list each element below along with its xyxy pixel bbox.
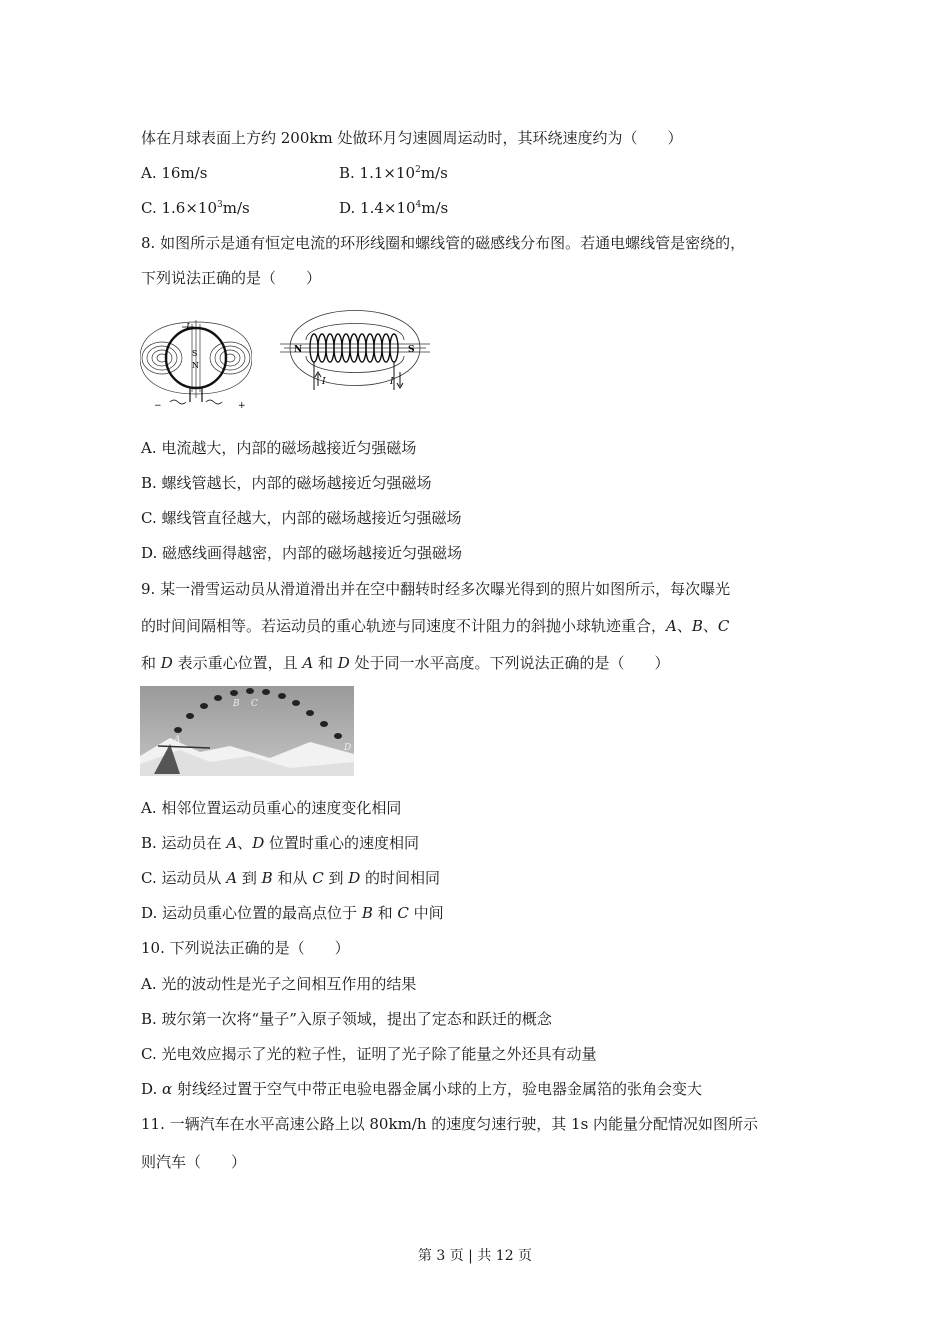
q9-option-b: B. 运动员在 A、D 位置时重心的速度相同 [141, 834, 419, 852]
q7-stem-tail: 体在月球表面上方约 200km 处做环月匀速圆周运动时，其环绕速度约为（ ） [141, 129, 683, 147]
q11-stem-line2: 则汽车（ ） [141, 1153, 247, 1171]
q7-option-d: D. $1.4\times 10^4m/s$ [339, 199, 449, 217]
q9-stem-line1: 9. 某一滑雪运动员从滑道滑出并在空中翻转时经多次曝光得到的照片如图所示，每次曝光 [141, 580, 731, 598]
solenoid-s-label: S [408, 345, 415, 355]
q7-option-c: C. $1.6\times 10^3m/s$ [141, 199, 250, 217]
q9-stem-line2: 的时间间隔相等。若运动员的重心轨迹与同速度不计阻力的斜抛小球轨迹重合，A、B、C [141, 617, 730, 635]
q7-option-b: B. $1.1\times 10^2m/s$ [339, 164, 448, 182]
photo-label-d: D [344, 743, 352, 753]
q8-option-d: D. 磁感线画得越密，内部的磁场越接近匀强磁场 [141, 544, 463, 562]
loop-s-label: S [192, 349, 198, 358]
photo-label-b: B [233, 699, 240, 709]
q9-stem-line3: 和 D 表示重心位置，且 A 和 D 处于同一水平高度。下列说法正确的是（ ） [141, 654, 670, 672]
loop-minus-label: − [154, 401, 162, 410]
solenoid-current-label-right: I [390, 377, 394, 387]
skier-multi-exposure-photo [140, 686, 354, 776]
loop-current-label: I [186, 323, 190, 333]
q9-option-a: A. 相邻位置运动员重心的速度变化相同 [141, 799, 402, 817]
photo-label-a: A [174, 735, 181, 745]
photo-label-c: C [251, 699, 258, 709]
solenoid-current-label-left: I [322, 377, 326, 387]
q9-option-d: D. 运动员重心位置的最高点位于 B 和 C 中间 [141, 904, 444, 922]
loop-n-label: N [192, 361, 199, 370]
q11-stem-line1: 11. 一辆汽车在水平高速公路上以 80km/h 的速度匀速行驶，其 1s 内能量分配情况如图所示 [141, 1115, 759, 1133]
solenoid-field-figure [270, 300, 440, 400]
loop-plus-label: + [238, 401, 246, 410]
q10-option-b: B. 玻尔第一次将“量子”入原子领域，提出了定态和跃迁的概念 [141, 1010, 552, 1028]
q10-option-d: D. α 射线经过置于空气中带正电验电器金属小球的上方，验电器金属箔的张角会变大 [141, 1080, 702, 1098]
page-footer: 第 3 页 | 共 12 页 [417, 1248, 533, 1264]
q10-stem: 10. 下列说法正确的是（ ） [141, 939, 350, 957]
q8-stem-line1: 8. 如图所示是通有恒定电流的环形线圈和螺线管的磁感线分布图。若通电螺线管是密绕的， [141, 234, 746, 252]
q8-stem-line2: 下列说法正确的是（ ） [141, 269, 322, 287]
solenoid-n-label: N [294, 345, 303, 355]
q8-option-b: B. 螺线管越长，内部的磁场越接近匀强磁场 [141, 474, 432, 492]
q7-option-a: A. 16m/s [141, 164, 208, 182]
q8-option-a: A. 电流越大，内部的磁场越接近匀强磁场 [141, 439, 417, 457]
loop-coil-field-figure [140, 318, 252, 410]
q10-option-c: C. 光电效应揭示了光的粒子性，证明了光子除了能量之外还具有动量 [141, 1045, 597, 1063]
q8-option-c: C. 螺线管直径越大，内部的磁场越接近匀强磁场 [141, 509, 462, 527]
q10-option-a: A. 光的波动性是光子之间相互作用的结果 [141, 975, 417, 993]
q9-option-c: C. 运动员从 A 到 B 和从 C 到 D 的时间相同 [141, 869, 441, 887]
